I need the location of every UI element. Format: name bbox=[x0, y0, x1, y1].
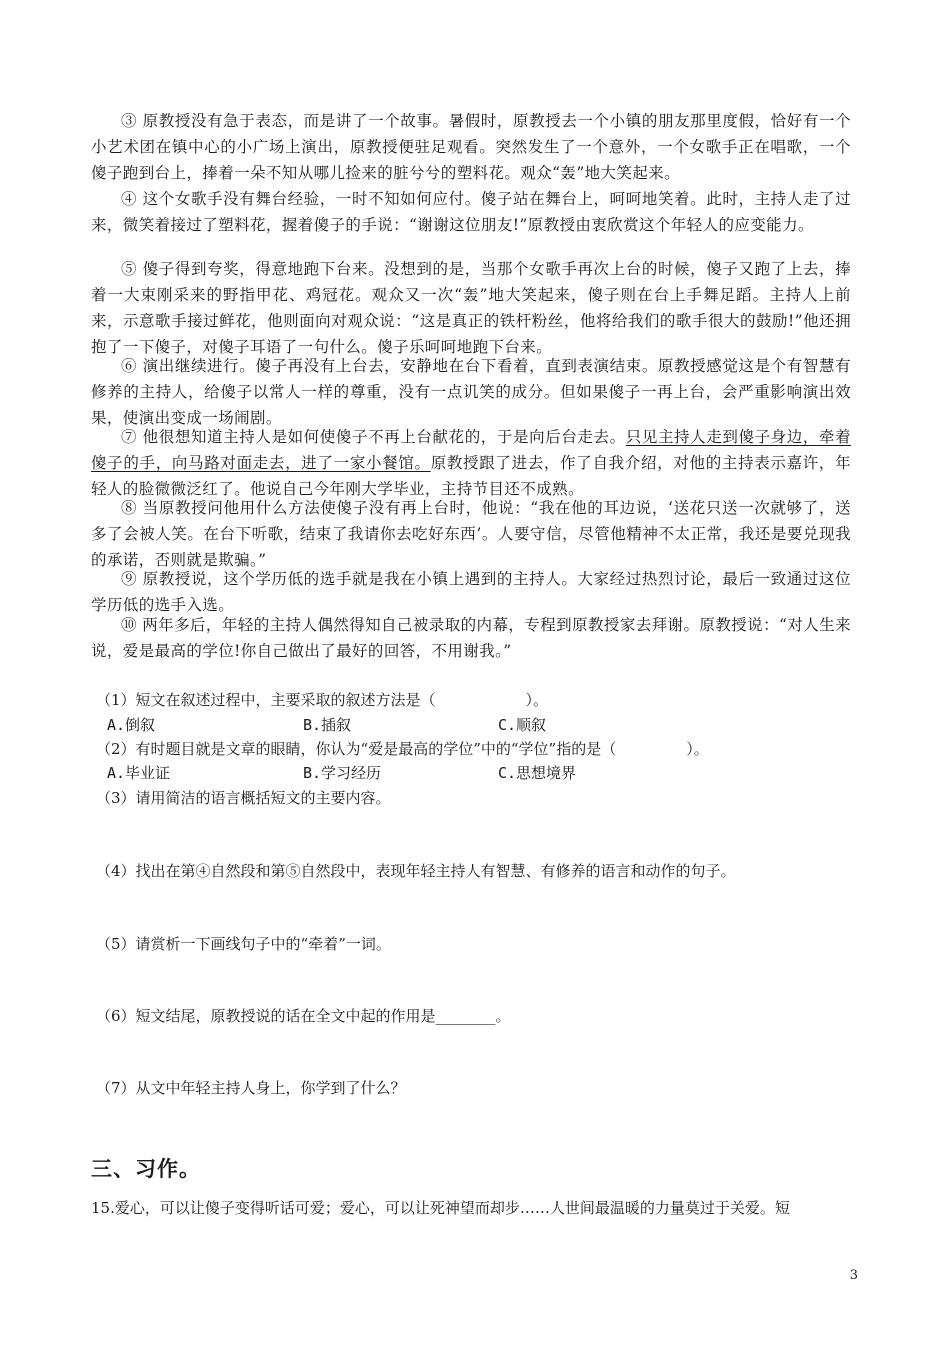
paragraph-4: ④ 这个女歌手没有舞台经验，一时不知如何应付。傻子站在舞台上，呵呵地笑着。此时，主持人走了过来，微笑着接过了塑料花，握着傻子的手说：“谢谢这位朋友!”原教授由衷欣赏这个年轻人的应变能力。 bbox=[91, 190, 851, 234]
paragraph-8: ⑧ 当原教授问他用什么方法使傻子没有再上台时，他说：“我在他的耳边说，‘送花只送一次就够了，送多了会被人笑。在台下听歌，结束了我请你去吃好东西’。人要守信，尽管他精神不太正常，我还是要兑现我的承诺，否则就是欺骗。” bbox=[91, 499, 851, 569]
question-2: （2）有时题目就是文章的眼睛，你认为“爱是最高的学位”中的“学位”指的是（ ）。 bbox=[96, 740, 709, 758]
q2-option-a[interactable]: A.毕业证 bbox=[107, 764, 171, 782]
q2-option-c[interactable]: C.思想境界 bbox=[498, 764, 577, 782]
question-1: （1）短文在叙述过程中，主要采取的叙述方法是（ ）。 bbox=[96, 691, 549, 709]
question-4: （4）找出在第④自然段和第⑤自然段中，表现年轻主持人有智慧、有修养的语言和动作的句子。 bbox=[96, 862, 736, 880]
paragraph-6: ⑥ 演出继续进行。傻子再没有上台去，安静地在台下看着，直到表演结束。原教授感觉这是个有智慧有修养的主持人，给傻子以常人一样的尊重，没有一点讥笑的成分。但如果傻子一再上台，会严重影响演出效果，使演出变成一场闹剧。 bbox=[91, 357, 851, 427]
question-5: （5）请赏析一下画线句子中的“牵着”一词。 bbox=[96, 935, 391, 953]
underlined-sentence: 只见主持人走到傻子身边，牵着傻子的手，向马路对面走去，进了一家小餐馆。 bbox=[91, 428, 851, 472]
question-6: （6）短文结尾，原教授说的话在全文中起的作用是________。 bbox=[96, 1007, 511, 1025]
section-title: 三、习作。 bbox=[91, 1157, 201, 1181]
q2-option-b[interactable]: B.学习经历 bbox=[303, 764, 382, 782]
question-3: （3）请用简洁的语言概括短文的主要内容。 bbox=[96, 789, 391, 807]
q1-option-b[interactable]: B.插叙 bbox=[303, 716, 352, 734]
q1-option-c[interactable]: C.顺叙 bbox=[498, 716, 547, 734]
paragraph-7-text: ⑦ 他很想知道主持人是如何使傻子不再上台献花的，于是向后台走去。 bbox=[121, 428, 626, 446]
paragraph-9: ⑨ 原教授说，这个学历低的选手就是我在小镇上遇到的主持人。大家经过热烈讨论，最后一致通过这位学历低的选手入选。 bbox=[91, 570, 851, 614]
paragraph-7-text-end: 原教授跟了进去，作了自我介绍，对他的主持表示嘉许，年轻人的脸微微泛红了。他说自己今年刚大学毕业，主持节目还不成熟。 bbox=[91, 454, 852, 498]
paragraph-10: ⑩ 两年多后，年轻的主持人偶然得知自己被录取的内幕，专程到原教授家去拜谢。原教授说：“对人生来说，爱是最高的学位!你自己做出了最好的回答，不用谢我。” bbox=[91, 616, 851, 660]
essay-prompt: 15.爱心，可以让傻子变得听话可爱；爱心，可以让死神望而却步……人世间最温暖的力量莫过于关爱。短 bbox=[91, 1199, 790, 1217]
paragraph-5: ⑤ 傻子得到夸奖，得意地跑下台来。没想到的是，当那个女歌手再次上台的时候，傻子又跑了上去，捧着一大束刚采来的野指甲花、鸡冠花。观众又一次“轰”地大笑起来，傻子则在台上手舞足蹈。主持人上前来，示意歌手接过鲜花，他则面向对观众说：“这是真正的铁杆粉丝，他将给我们的歌手很大的鼓励!”他还拥抱了一下傻子，对傻子耳语了一句什么。傻子乐呵呵地跑下台来。 bbox=[91, 260, 851, 356]
q1-option-a[interactable]: A.倒叙 bbox=[107, 716, 156, 734]
paragraph-7 bbox=[91, 424, 851, 502]
question-7: （7）从文中年轻主持人身上，你学到了什么？ bbox=[96, 1079, 406, 1097]
page-number: 3 bbox=[849, 1268, 858, 1283]
paragraph-3: ③ 原教授没有急于表态，而是讲了一个故事。暑假时，原教授去一个小镇的朋友那里度假，恰好有一个小艺术团在镇中心的小广场上演出，原教授便驻足观看。突然发生了一个意外，一个女歌手正在唱歌，一个傻子跑到台上，捧着一朵不知从哪儿捡来的脏兮兮的塑料花。观众“轰”地大笑起来。 bbox=[91, 112, 851, 182]
